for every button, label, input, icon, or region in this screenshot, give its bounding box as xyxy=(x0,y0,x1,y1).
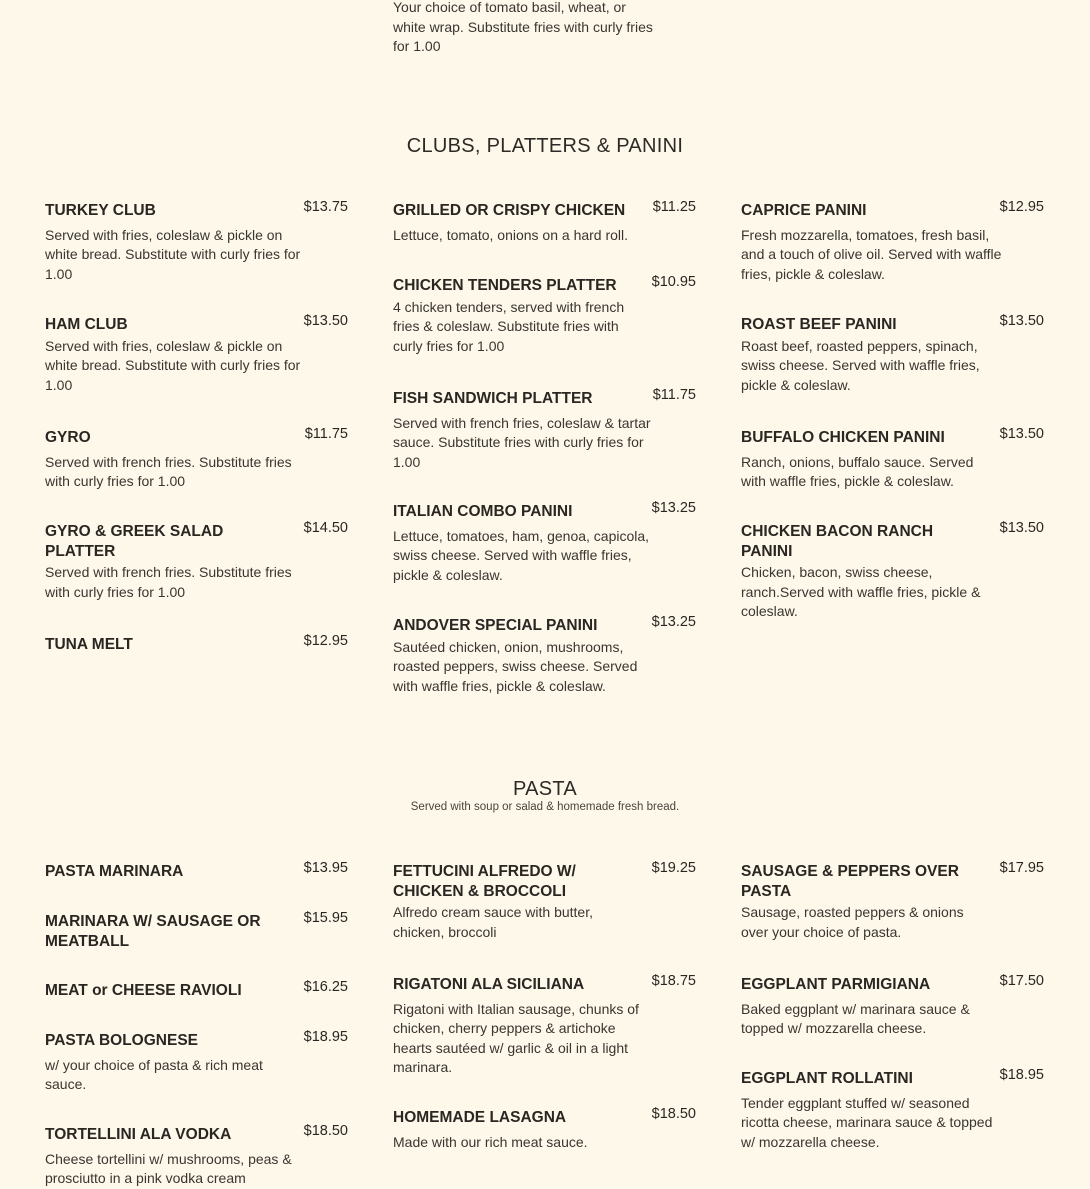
item-name: TORTELLINI ALA VODKA xyxy=(45,1126,232,1143)
item-name: EGGPLANT PARMIGIANA xyxy=(741,976,931,993)
item-name: FISH SANDWICH PLATTER xyxy=(393,390,593,407)
menu-item-chicken-tenders-platter xyxy=(393,276,696,356)
item-name: FETTUCINI ALFREDO W/ CHICKEN & BROCCOLI xyxy=(393,863,576,900)
item-price: $13.25 xyxy=(651,614,696,630)
menu-item-eggplant-rollatini xyxy=(741,1069,1044,1152)
item-description: Served with fries, coleslaw & pickle on white bread. Substitute with curly fries for 1.00 xyxy=(45,337,301,393)
item-price: $13.50 xyxy=(999,520,1044,536)
menu-item-grilled-crispy-chicken xyxy=(393,201,696,245)
item-price: $12.95 xyxy=(303,633,348,649)
menu-item-eggplant-parmigiana xyxy=(741,975,1044,1039)
menu-item-sausage-peppers-pasta xyxy=(741,862,1044,942)
item-description: Roast beef, roasted peppers, spinach, swiss cheese. Served with waffle fries, pickle & coleslaw. xyxy=(741,337,980,393)
menu-item-tortellini-ala-vodka xyxy=(45,1125,348,1189)
item-price: $19.25 xyxy=(651,860,696,876)
item-price: $13.25 xyxy=(651,500,696,516)
item-description: Served with fries, coleslaw & pickle on white bread. Substitute with curly fries for 1.00 xyxy=(45,226,301,282)
item-name: RIGATONI ALA SICILIANA xyxy=(393,976,585,993)
menu-item-gyro-greek-salad xyxy=(45,522,348,602)
item-description: Served with french fries, coleslaw & tartar sauce. Substitute fries with curly fries for 1.00 xyxy=(393,414,651,470)
menu-item-pasta-bolognese xyxy=(45,1031,348,1095)
item-description: Rigatoni with Italian sausage, chunks of chicken, cherry peppers & artichoke hearts sautéed w/ garlic & oil in a light marinara. xyxy=(393,1000,639,1075)
item-name: ITALIAN COMBO PANINI xyxy=(393,503,573,520)
item-description: 4 chicken tenders, served with french fries & coleslaw. Substitute fries with curly fries for 1.00 xyxy=(393,298,625,354)
item-name: GRILLED OR CRISPY CHICKEN xyxy=(393,202,626,219)
item-description: Made with our rich meat sauce. xyxy=(393,1133,588,1150)
item-price: $18.95 xyxy=(999,1067,1044,1083)
item-description: Fresh mozzarella, tomatoes, fresh basil, and a touch of olive oil. Served with waffle fries, pickle & coleslaw. xyxy=(741,226,1002,282)
item-price: $13.50 xyxy=(303,313,348,329)
item-price: $17.95 xyxy=(999,860,1044,876)
menu-item-ham-club xyxy=(45,315,348,395)
section-subtitle-pasta: Served with soup or salad & homemade fresh bread. xyxy=(410,801,680,813)
item-price: $13.50 xyxy=(999,426,1044,442)
item-description: Baked eggplant w/ marinara sauce & topped w/ mozzarella cheese. xyxy=(741,1000,970,1036)
item-name: PASTA MARINARA xyxy=(45,863,184,880)
item-price: $13.50 xyxy=(999,313,1044,329)
item-description: Alfredo cream sauce with butter, chicken, broccoli xyxy=(393,904,593,940)
item-description: Sautéed chicken, onion, mushrooms, roasted peppers, swiss cheese. Served with waffle fries, pickle & coleslaw. xyxy=(393,638,638,694)
menu-item-tuna-melt xyxy=(45,635,348,655)
menu-item-caprice-panini xyxy=(741,201,1044,284)
item-name: GYRO & GREEK SALAD PLATTER xyxy=(45,523,224,560)
menu-item-pasta-marinara xyxy=(45,862,348,882)
item-name: EGGPLANT ROLLATINI xyxy=(741,1070,913,1087)
menu-item-chicken-bacon-ranch-panini xyxy=(741,522,1044,622)
item-price: $10.95 xyxy=(651,274,696,290)
item-name: HOMEMADE LASAGNA xyxy=(393,1109,567,1126)
item-price: $17.50 xyxy=(999,973,1044,989)
item-price: $18.50 xyxy=(303,1123,348,1139)
menu-item-roast-beef-panini xyxy=(741,315,1044,395)
item-price: $11.75 xyxy=(304,426,348,442)
section-title-clubs: CLUBS, PLATTERS & PANINI xyxy=(406,135,684,157)
menu-item-italian-combo-panini xyxy=(393,502,696,585)
item-name: TURKEY CLUB xyxy=(45,202,156,219)
item-name: ROAST BEEF PANINI xyxy=(741,316,897,333)
item-name: MARINARA W/ SAUSAGE OR MEATBALL xyxy=(45,913,261,950)
menu-item-rigatoni-ala-siciliana xyxy=(393,975,696,1078)
section-title-pasta: PASTA xyxy=(512,778,578,800)
menu-item-fettucini-alfredo xyxy=(393,862,696,942)
item-price: $12.95 xyxy=(999,199,1044,215)
menu-item-marinara-sausage-meatball xyxy=(45,912,348,951)
item-price: $18.75 xyxy=(651,973,696,989)
item-name: TUNA MELT xyxy=(45,636,133,653)
item-description: Served with french fries. Substitute fries with curly fries for 1.00 xyxy=(45,453,292,489)
item-name: BUFFALO CHICKEN PANINI xyxy=(741,429,945,446)
item-name: GYRO xyxy=(45,429,91,446)
item-price: $16.25 xyxy=(303,979,348,995)
item-price: $13.95 xyxy=(303,860,348,876)
menu-item-buffalo-chicken-panini xyxy=(741,428,1044,492)
menu-item-andover-special-panini xyxy=(393,616,696,696)
item-name: HAM CLUB xyxy=(45,316,128,333)
item-description: Served with french fries. Substitute fries with curly fries for 1.00 xyxy=(45,564,292,600)
item-price: $18.50 xyxy=(651,1106,696,1122)
item-name: CHICKEN TENDERS PLATTER xyxy=(393,277,617,294)
item-description: Sausage, roasted peppers & onions over your choice of pasta. xyxy=(741,904,964,940)
item-price: $11.25 xyxy=(652,199,696,215)
item-price: $11.75 xyxy=(652,387,696,403)
item-description: Chicken, bacon, swiss cheese, ranch.Served with waffle fries, pickle & coleslaw. xyxy=(741,564,981,619)
item-price: $15.95 xyxy=(303,910,348,926)
item-price: $13.75 xyxy=(303,199,348,215)
item-name: CHICKEN BACON RANCH PANINI xyxy=(741,523,934,560)
item-name: PASTA BOLOGNESE xyxy=(45,1032,199,1049)
menu-item-fish-sandwich-platter xyxy=(393,389,696,472)
menu-item-gyro xyxy=(45,428,348,492)
item-description: Ranch, onions, buffalo sauce. Served with waffle fries, pickle & coleslaw. xyxy=(741,453,974,489)
item-name: SAUSAGE & PEPPERS OVER PASTA xyxy=(741,863,959,900)
menu-item-meat-cheese-ravioli xyxy=(45,981,348,1001)
item-name: CAPRICE PANINI xyxy=(741,202,867,219)
previous-item-description: Your choice of tomato basil, wheat, or white wrap. Substitute fries with curly fries for 1.00 xyxy=(393,0,653,54)
item-name: MEAT or CHEESE RAVIOLI xyxy=(45,982,242,999)
item-name: ANDOVER SPECIAL PANINI xyxy=(393,617,598,634)
item-description: w/ your choice of pasta & rich meat sauce. xyxy=(45,1056,263,1092)
item-description: Cheese tortellini w/ mushrooms, peas & prosciutto in a pink vodka cream xyxy=(45,1150,292,1186)
item-description: Lettuce, tomatoes, ham, genoa, capicola, swiss cheese. Served with waffle fries, pickle & coleslaw. xyxy=(393,527,650,583)
item-description: Lettuce, tomato, onions on a hard roll. xyxy=(393,226,629,243)
item-price: $18.95 xyxy=(303,1029,348,1045)
item-price: $14.50 xyxy=(303,520,348,536)
menu-item-homemade-lasagna xyxy=(393,1108,696,1152)
item-description: Tender eggplant stuffed w/ seasoned ricotta cheese, marinara sauce & topped w/ mozzarella cheese. xyxy=(741,1094,993,1150)
menu-item-turkey-club xyxy=(45,201,348,284)
